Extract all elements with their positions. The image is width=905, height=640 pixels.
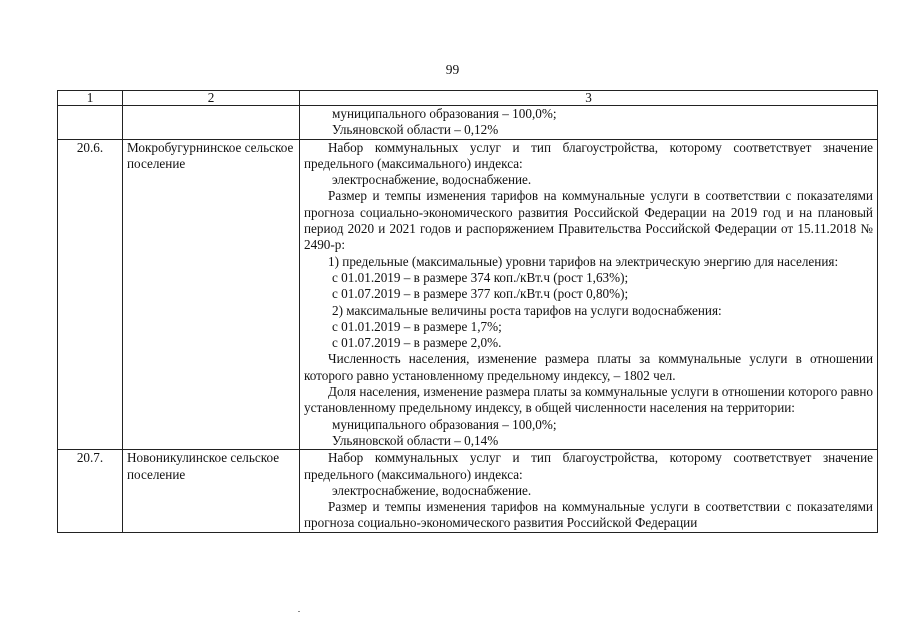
row-text-cell (300, 139, 878, 450)
header-cell-1: 1 (58, 91, 123, 106)
row-text-cell (300, 106, 878, 140)
paragraph: Размер и темпы изменения тарифов на коммунальные услуги в соответствии с показателями прогноза социально-экономического развития Российской Федерации (304, 499, 873, 531)
paragraph: Численность населения, изменение размера платы за коммунальные услуги в отношении которого равно установленному предельному индексу, – 1802 чел. (304, 351, 873, 383)
paragraph: электроснабжение, водоснабжение. (332, 172, 532, 188)
table-header-row (58, 91, 878, 106)
continuation-line-2: Ульяновской области – 0,12% (332, 122, 499, 138)
paragraph: Размер и темпы изменения тарифов на коммунальные услуги в соответствии с показателями прогноза социально-экономического развития Российской Федерации на 2019 год и на плановый период 2020 и 2021 годов и распоряжением Правительства Российской Федерации от 15.11.2018 № 2490-р: (304, 188, 873, 253)
scan-speck (298, 611, 300, 612)
row-number-cell: 20.7. (58, 450, 123, 532)
paragraph: с 01.07.2019 – в размере 377 коп./кВт.ч (рост 0,80%); (332, 286, 629, 302)
table-row-20-6 (58, 139, 878, 450)
row-number-cell (58, 106, 123, 140)
paragraph: с 01.01.2019 – в размере 1,7%; (332, 318, 502, 334)
header-cell-2: 2 (123, 91, 300, 106)
continuation-line-1: муниципального образования – 100,0%; (332, 106, 557, 121)
tariff-table (57, 90, 878, 533)
paragraph: Ульяновской области – 0,14% (332, 432, 499, 448)
paragraph: муниципального образования – 100,0%; (332, 416, 557, 432)
table-row-continuation (58, 106, 878, 140)
paragraph: с 01.07.2019 – в размере 2,0%. (332, 335, 502, 351)
table-row-20-7 (58, 450, 878, 532)
paragraph: Набор коммунальных услуг и тип благоустройства, которому соответствует значение предельного (максимального) индекса: (304, 139, 873, 171)
paragraph: Набор коммунальных услуг и тип благоустройства, которому соответствует значение предельного (максимального) индекса: (304, 450, 873, 482)
header-cell-3: 3 (300, 91, 878, 106)
page-number: 99 (445, 62, 460, 77)
row-name-cell: Новоникулинское сельское поселение (123, 450, 300, 532)
paragraph: Доля населения, изменение размера платы за коммунальные услуги в отношении которого равно установленному предельному индексу, в общей численности населения на территории: (304, 384, 873, 416)
row-number-cell: 20.6. (58, 139, 123, 450)
row-name-cell: Мокробугурнинское сельское поселение (123, 139, 300, 450)
paragraph: 2) максимальные величины роста тарифов на услуги водоснабжения: (332, 302, 722, 318)
row-text-cell (300, 450, 878, 532)
paragraph: с 01.01.2019 – в размере 374 коп./кВт.ч (рост 1,63%); (332, 269, 629, 285)
paragraph: электроснабжение, водоснабжение. (332, 482, 532, 498)
paragraph: 1) предельные (максимальные) уровни тарифов на электрическую энергию для населения: (328, 253, 839, 269)
row-name-cell (123, 106, 300, 140)
